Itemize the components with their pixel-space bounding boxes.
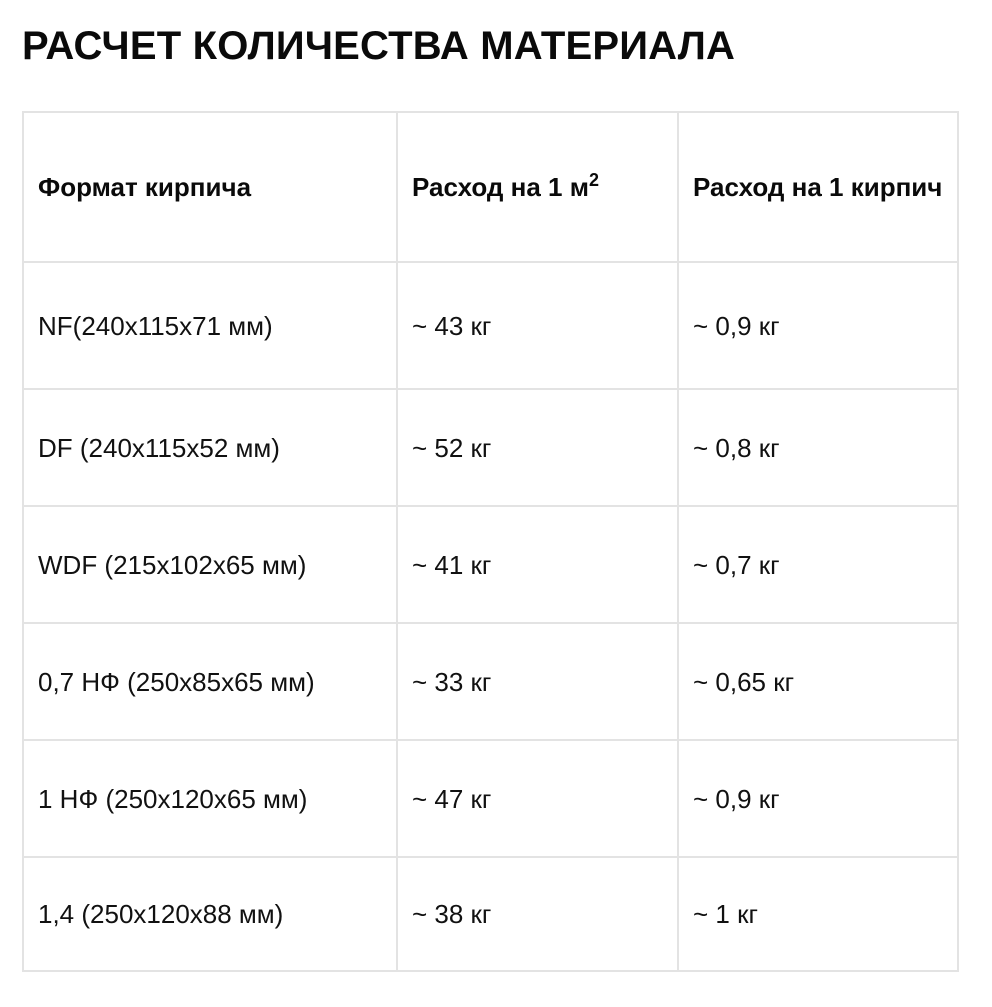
cell-consumption-per-m2: ~ 52 кг <box>397 389 678 506</box>
cell-consumption-per-brick: ~ 0,7 кг <box>678 506 958 623</box>
table-row <box>23 623 958 740</box>
table-row <box>23 506 958 623</box>
header-brick-format-label: Формат кирпича <box>38 172 252 202</box>
cell-consumption-per-m2: ~ 33 кг <box>397 623 678 740</box>
table-header-row <box>23 112 958 262</box>
cell-consumption-per-brick: ~ 0,65 кг <box>678 623 958 740</box>
header-brick-format <box>23 112 397 262</box>
cell-brick-format: 1,4 (250x120x88 мм) <box>23 857 397 971</box>
header-consumption-per-brick <box>678 112 958 262</box>
cell-brick-format: DF (240x115x52 мм) <box>23 389 397 506</box>
cell-consumption-per-m2: ~ 43 кг <box>397 262 678 389</box>
cell-consumption-per-brick: ~ 0,9 кг <box>678 740 958 857</box>
cell-consumption-per-m2: ~ 47 кг <box>397 740 678 857</box>
cell-consumption-per-brick: ~ 1 кг <box>678 857 958 971</box>
cell-brick-format: WDF (215x102x65 мм) <box>23 506 397 623</box>
table-row <box>23 857 958 971</box>
table-row <box>23 262 958 389</box>
cell-consumption-per-m2: ~ 41 кг <box>397 506 678 623</box>
material-table <box>22 111 959 972</box>
cell-brick-format: NF(240x115x71 мм) <box>23 262 397 389</box>
cell-brick-format: 1 НФ (250x120x65 мм) <box>23 740 397 857</box>
table-row <box>23 389 958 506</box>
table-row <box>23 740 958 857</box>
page-title: РАСЧЕТ КОЛИЧЕСТВА МАТЕРИАЛА <box>22 24 736 68</box>
header-consumption-per-brick-label: Расход на 1 кирпич <box>693 172 943 202</box>
header-consumption-per-m2 <box>397 112 678 262</box>
cell-consumption-per-m2: ~ 38 кг <box>397 857 678 971</box>
unit-exponent: 2 <box>588 170 599 190</box>
cell-consumption-per-brick: ~ 0,9 кг <box>678 262 958 389</box>
cell-consumption-per-brick: ~ 0,8 кг <box>678 389 958 506</box>
cell-brick-format: 0,7 НФ (250x85x65 мм) <box>23 623 397 740</box>
header-consumption-per-m2-label: Расход на 1 м <box>412 172 589 202</box>
